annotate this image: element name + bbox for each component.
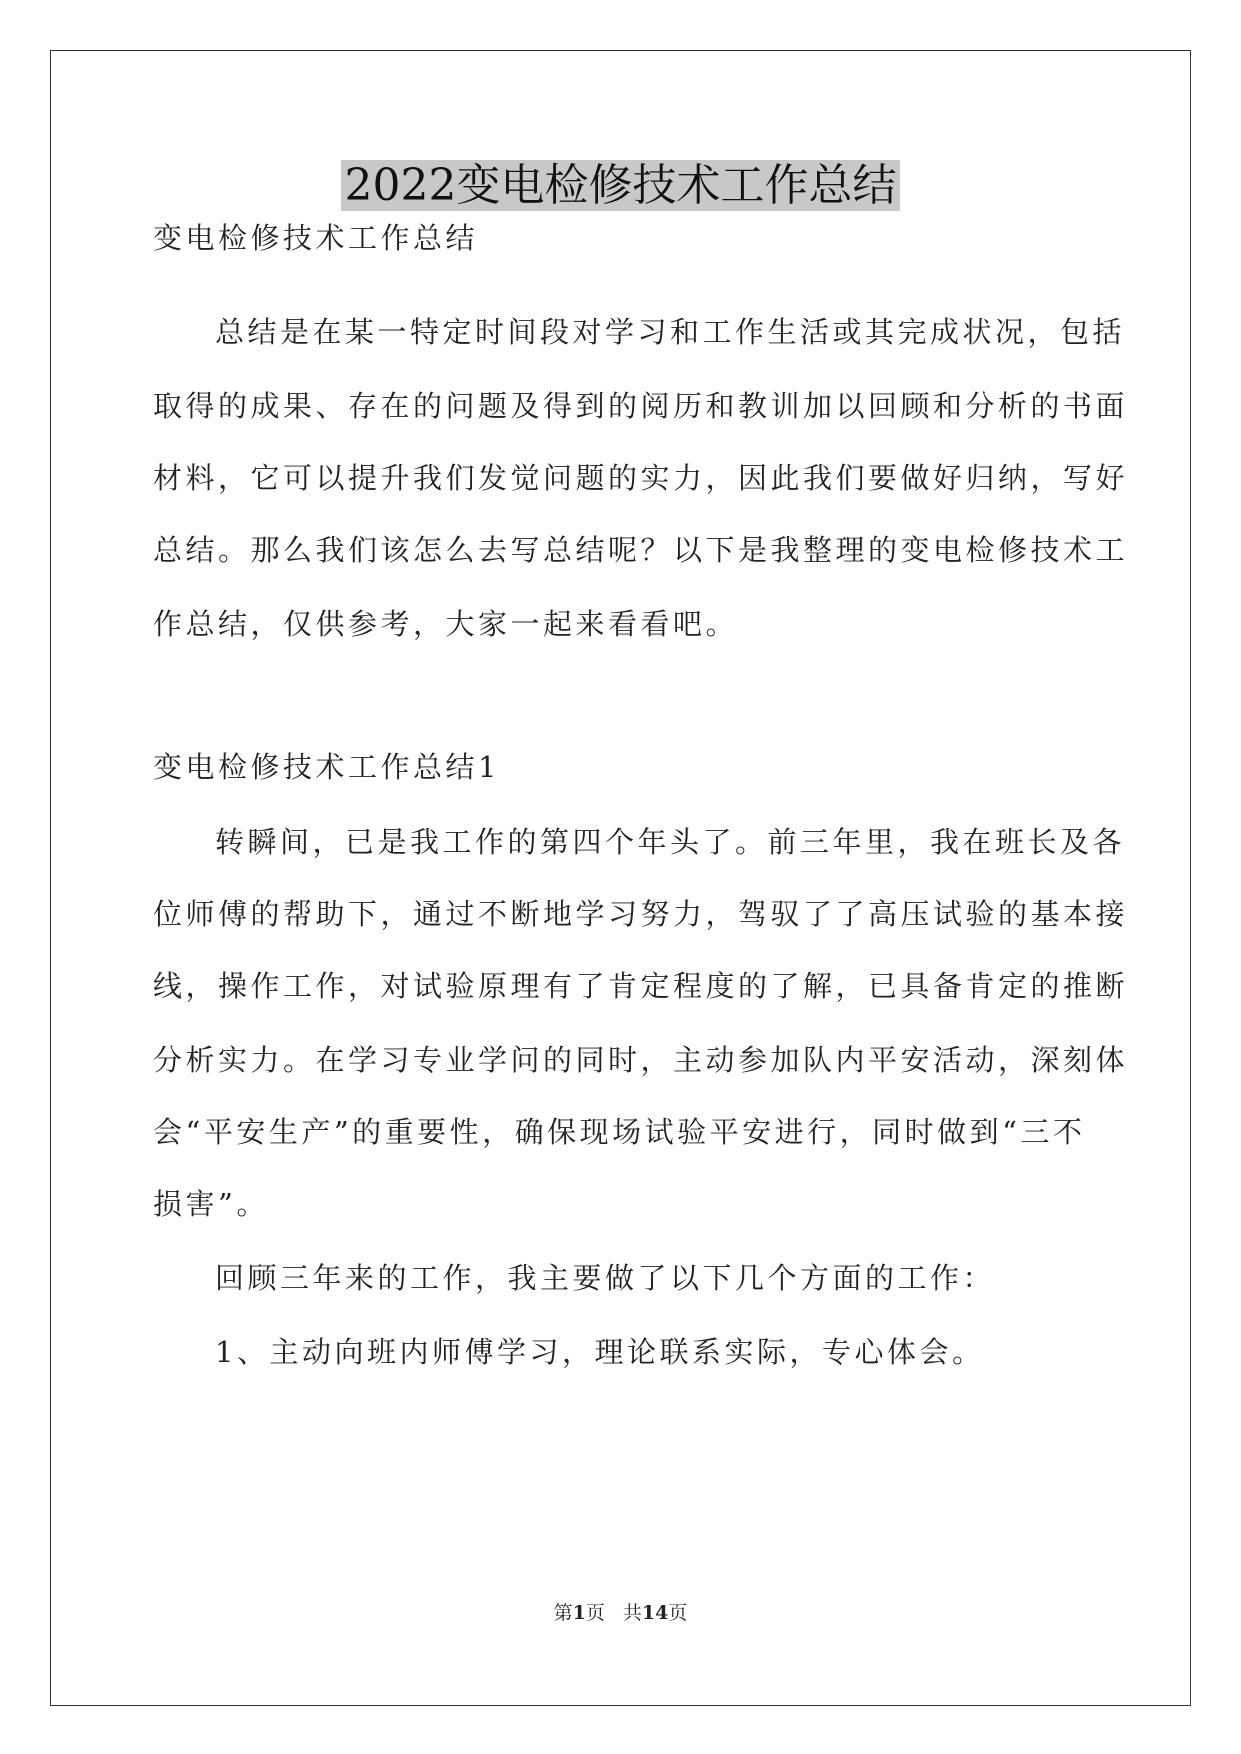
document-title (0, 158, 1241, 214)
footer-total-suffix: 页 (668, 1602, 688, 1624)
intro-line-2: 取得的成果、存在的问题及得到的阅历和教训加以回顾和分析的书面 (153, 389, 1129, 423)
section1-line-1: 转瞬间，已是我工作的第四个年头了。前三年里，我在班长及各 (215, 825, 1126, 859)
section1-line-6: 损害”。 (153, 1187, 269, 1221)
footer-total-prefix: 共 (622, 1602, 642, 1624)
intro-line-1: 总结是在某一特定时间段对学习和工作生活或其完成状况，包括 (215, 315, 1126, 349)
intro-line-5: 作总结，仅供参考，大家一起来看看吧。 (153, 607, 739, 641)
intro-heading: 变电检修技术工作总结 (153, 221, 479, 255)
document-title-text: 2022变电检修技术工作总结 (341, 160, 901, 211)
intro-line-4: 总结。那么我们该怎么去写总结呢？以下是我整理的变电检修技术工 (153, 533, 1129, 567)
paragraph-2: 回顾三年来的工作，我主要做了以下几个方面的工作： (215, 1261, 996, 1295)
page-border (50, 50, 1191, 1706)
section1-heading: 变电检修技术工作总结1 (153, 750, 500, 784)
footer-page-label: 页 (585, 1602, 605, 1624)
footer-total-pages: 14 (641, 1602, 669, 1624)
intro-line-3: 材料，它可以提升我们发觉问题的实力，因此我们要做好归纳，写好 (153, 461, 1129, 495)
section1-line-3: 线，操作工作，对试验原理有了肯定程度的了解，已具备肯定的推断 (153, 969, 1129, 1003)
list-item-1: 1、主动向班内师傅学习，理论联系实际，专心体会。 (215, 1335, 985, 1369)
section1-line-4: 分析实力。在学习专业学问的同时，主动参加队内平安活动，深刻体 (153, 1043, 1129, 1077)
footer-prefix: 第 (553, 1602, 573, 1624)
page-footer (0, 1598, 1241, 1625)
section1-line-2: 位师傅的帮助下，通过不断地学习努力，驾驭了了高压试验的基本接 (153, 897, 1129, 931)
section1-line-5: 会“平安生产”的重要性，确保现场试验平安进行，同时做到“三不 (153, 1115, 1086, 1149)
footer-page-number: 1 (572, 1602, 586, 1624)
